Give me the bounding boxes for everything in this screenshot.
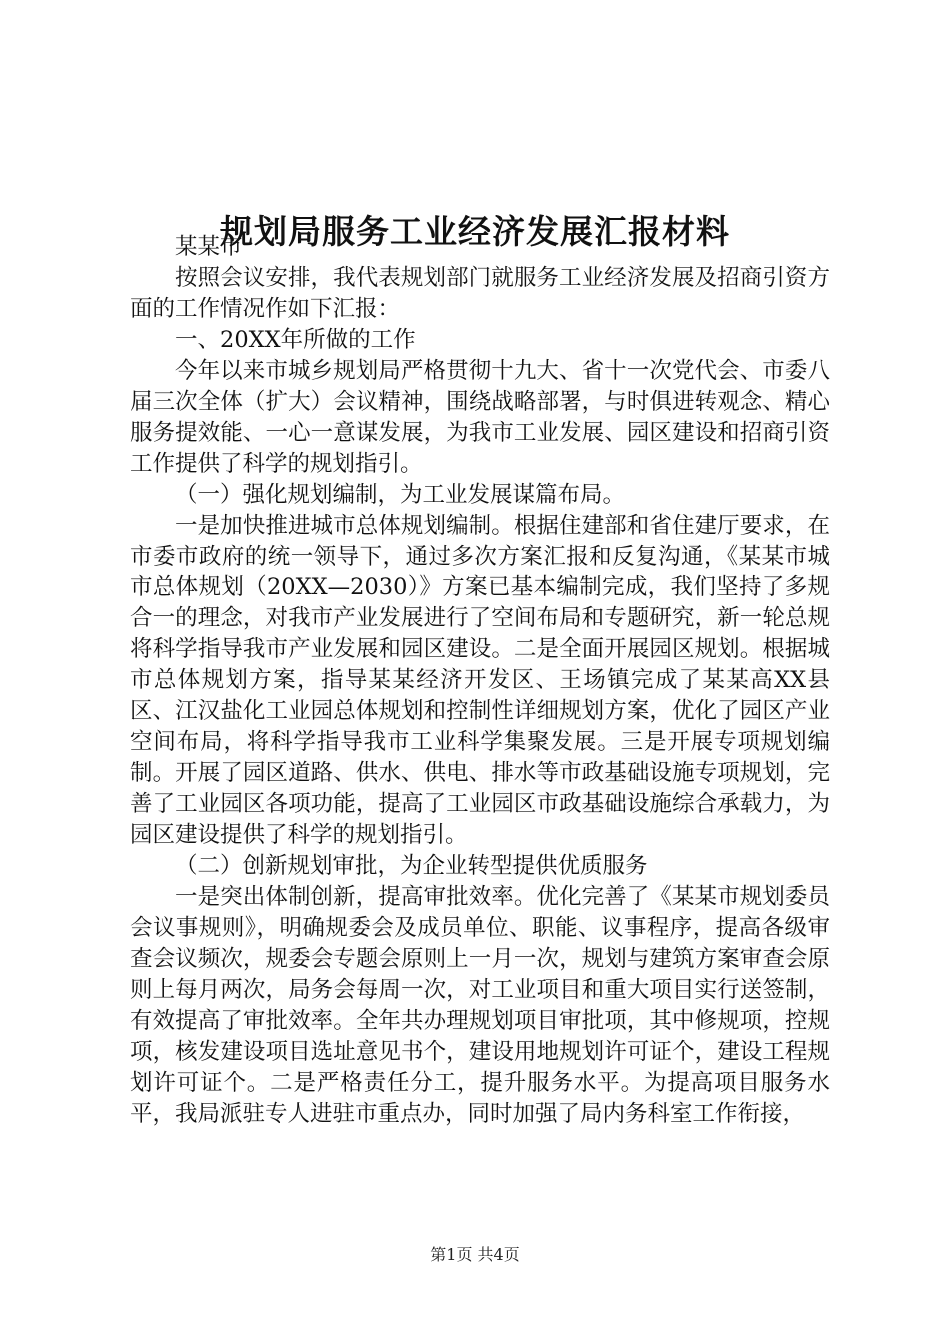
paragraph: 按照会议安排，我代表规划部门就服务工业经济发展及招商引资方面的工作情况作如下汇报： <box>130 264 830 322</box>
section-heading: 一、20XX年所做的工作 <box>175 326 416 353</box>
document-title: 规划局服务工业经济发展汇报材料 <box>220 212 730 252</box>
paragraph: 某某市 <box>175 234 243 260</box>
paragraph: 一是加快推进城市总体规划编制。根据住建部和省住建厅要求，在市委市政府的统一领导下，通过多次方案汇报和反复沟通，《某某市城市总体规划（20XX—2030）》方案已基本编制完成，我们坚持了多规合一的理念，对我市产业发展进行了空间布局和专题研究，新一轮总规将科学指导我市产业发展和园区建设。二是全面开展园区规划。根据城市总体规划方案，指导某某经济开发区、王场镇完成了某某高XX县区、江汉盐化工业园总体规划和控制性详细规划方案，优化了园区产业空间布局，将科学指导我市工业科学集聚发展。三是开展专项规划编制。开展了园区道路、供水、供电、排水等市政基础设施专项规划，完善了工业园区各项功能，提高了工业园区市政基础设施综合承载力，为园区建设提供了科学的规划指引。 <box>130 512 830 849</box>
paragraph: 今年以来市城乡规划局严格贯彻十九大、省十一次党代会、市委八届三次全体（扩大）会议精神，围绕战略部署，与时俱进转观念、精心服务提效能、一心一意谋发展，为我市工业发展、园区建设和招商引资工作提供了科学的规划指引。 <box>130 357 830 477</box>
document-body <box>130 232 830 1130</box>
subsection-heading: （一）强化规划编制，为工业发展谋篇布局。 <box>175 481 626 508</box>
paragraph: 一是突出体制创新，提高审批效率。优化完善了《某某市规划委员会议事规则》，明确规委会及成员单位、职能、议事程序，提高各级审查会议频次，规委会专题会原则上一月一次，规划与建筑方案审查会原则上每月两次，局务会每周一次，对工业项目和重大项目实行送签制，有效提高了审批效率。全年共办理规划项目审批项，其中修规项，控规项，核发建设项目选址意见书个，建设用地规划许可证个，建设工程规划许可证个。二是严格责任分工，提升服务水平。为提高项目服务水平，我局派驻专人进驻市重点办，同时加强了局内务科室工作衔接， <box>130 884 830 1127</box>
subsection-heading: （二）创新规划审批，为企业转型提供优质服务 <box>175 853 648 880</box>
page-footer: 第1页 共4页 <box>430 1245 520 1264</box>
